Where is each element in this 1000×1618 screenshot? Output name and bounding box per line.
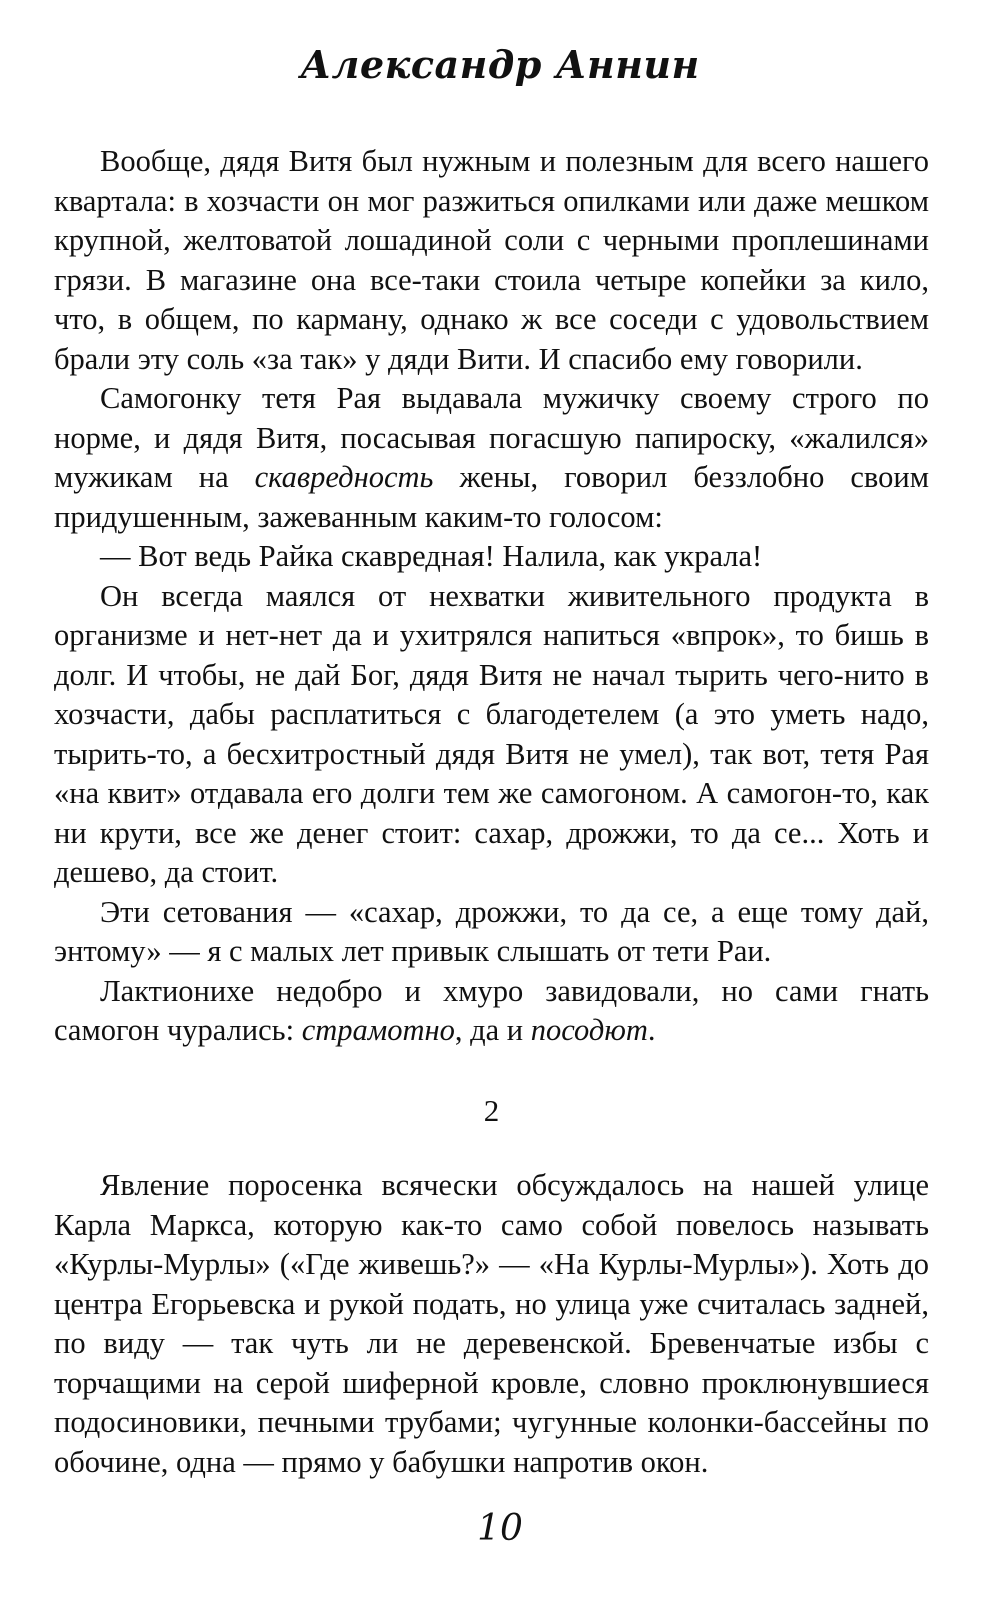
paragraph-4: Он всегда маялся от нехватки живительного продукта в организме и нет-нет да и ухитрялся напиться «впрок», то бишь в долг. И чтобы, не дай Бог, дядя Витя не начал тырить чего-нито в хозчасти, дабы расплатиться с благодетелем (а это уметь надо, тырить-то, а бесхитростный дядя Витя не умел), так вот, тетя Рая «на квит» отдавала его долги тем же самогоном. А самогон-то, как ни крути, все же денег стоит: сахар, дрожжи, то да се... Хоть и дешево, да стоит. xyxy=(54,578,929,889)
running-title: Александр Аннин xyxy=(300,42,700,87)
paragraph-2-text-b: жены, говорил беззлобно своим придушенным, зажеванным каким-то голосом: xyxy=(54,460,929,534)
paragraph-6 xyxy=(54,972,929,1051)
paragraph-2 xyxy=(54,379,929,537)
paragraph-6-text-c: . xyxy=(647,1013,656,1047)
paragraph-6-emphasis-2: посодют xyxy=(530,1013,648,1047)
paragraph-6-emphasis-1: страмотно xyxy=(301,1013,455,1047)
page-number: 10 xyxy=(477,1508,523,1549)
paragraph-2-text-a: Самогонку тетя Рая выдавала мужичку своему строго по норме, и дядя Витя, посасывая погасшую папироску, «жалился» мужикам на xyxy=(54,381,929,494)
paragraph-6-text-a: Лактионихе недобро и хмуро завидовали, но сами гнать самогон чурались: xyxy=(54,973,929,1047)
body-text xyxy=(54,142,929,1482)
paragraph-2-emphasis: скавредность xyxy=(254,460,434,494)
paragraph-7: Явление поросенка всячески обсуждалось на нашей улице Карла Маркса, которую как-то само собой повелось называть «Курлы-Мурлы» («Где живешь?» — «На Курлы-Мурлы»). Хоть до центра Егорьевска и рукой подать, но улица уже считалась задней, по виду — так чуть ли не деревенской. Бревенчатые избы с торчащими на серой шиферной кровле, словно проклюнувшиеся подосиновики, печными трубами; чугунные колонки-бассейны по обочине, одна — прямо у бабушки напротив окон. xyxy=(54,1168,929,1479)
paragraph-1: Вообще, дядя Витя был нужным и полезным для всего нашего квартала: в хозчасти он мог разжиться опилками или даже мешком крупной, желтоватой лошадиной соли с черными проплешинами грязи. В магазине она все-таки стоила четыре копейки за кило, что, в общем, по карману, однако ж все соседи с удовольствием брали эту соль «за так» у дяди Вити. И спасибо ему говорили. xyxy=(54,144,929,376)
section-number: 2 xyxy=(483,1092,500,1128)
paragraph-6-text-b: , да и xyxy=(454,1013,531,1047)
paragraph-3-dialogue: — Вот ведь Райка скавредная! Налила, как украла! xyxy=(100,539,763,573)
paragraph-5: Эти сетования — «сахар, дрожжи, то да се, а еще тому дай, энтому» — я с малых лет привык слышать от тети Раи. xyxy=(54,894,929,968)
